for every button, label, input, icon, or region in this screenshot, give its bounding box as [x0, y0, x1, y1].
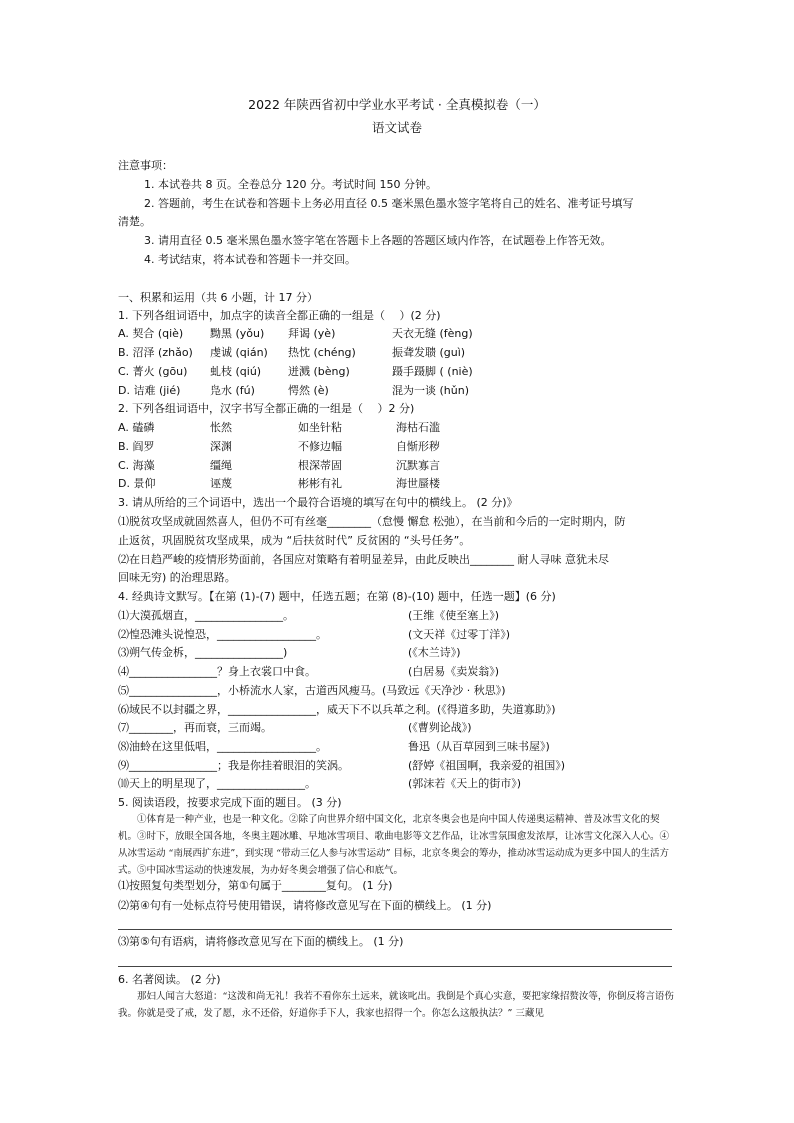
exam-title: 2022 年陕西省初中学业水平考试 · 全真模拟卷（一）: [248, 97, 546, 112]
q5-sub3: ⑶第⑤句有语病，请将修改意见写在下面的横线上。 (1 分): [118, 935, 404, 948]
q1-option-b: B. 沼泽 (zhǎo) 虔诚 (qián) 热忱 (chéng) 振聋发聩 (guì): [118, 346, 466, 359]
notice-heading: 注意事项：: [118, 159, 173, 172]
q2-option-c: C. 海藻 缰绳 根深蒂固 沉默寡言: [118, 459, 440, 472]
q3-part1-line2: 止返贫，巩固脱贫攻坚成果，成为 “后扶贫时代” 反贫困的 “头号任务”。: [118, 534, 471, 547]
q5-answer-line-1: [118, 929, 672, 930]
q4-line-10: ⑽天上的明星现了，________________。 (郭沫若《天上的街市》): [118, 777, 522, 790]
notice-item-1: 1. 本试卷共 8 页。全卷总分 120 分。考试时间 150 分钟。: [144, 178, 437, 191]
q4-line-9: ⑼________________；我是你挂着眼泪的笑涡。 (舒婷《祖国啊，我亲爱的祖国》): [118, 759, 566, 772]
q4-line-5: ⑸________________，小桥流水人家，古道西风瘦马。(马致远《天净沙 · 秋思》): [118, 684, 506, 697]
exam-subtitle: 语文试卷: [371, 120, 422, 135]
q6-stem: 6. 名著阅读。 (2 分): [118, 973, 221, 986]
q2-stem: 2. 下列各组词语中，汉字书写全都正确的一组是（ ）2 分): [118, 402, 415, 415]
q3-part1-line1: ⑴脱贫攻坚成就固然喜人，但仍不可有丝毫________（怠慢 懈怠 松弛），在当前和今后的一定时期内，防: [118, 515, 626, 528]
notice-item-2-cont: 清楚。: [118, 215, 151, 228]
q5-passage: ①体育是一种产业，也是一种文化。②除了向世界介绍中国文化，北京冬奥会也是向中国人传递奥运精神、普及冰雪文化的契机。③时下，放眼全国各地，冬奥主题冰雕、早地冰雪项目、歌曲电影等文艺作品，让冰雪氛围愈发浓厚，让冰雪文化深入人心。④从冰雪运动 “南展西扩东进”，到实现 “带动三亿人参与冰雪运动” 目标，北京冬奥会的筹办，推动冰雪运动成为更多中国人的生活方式。⑤中国冰雪运动的快速发展，为办好冬奥会增强了信心和底气。: [118, 814, 670, 876]
q3-part2-line2: 回味无穷) 的治理思路。: [118, 571, 236, 584]
notice-item-3: 3. 请用直径 0.5 毫米黑色墨水签字笔在答题卡上各题的答题区域内作答，在试题卷上作答无效。: [144, 234, 612, 247]
q5-answer-line-2: [118, 966, 672, 967]
q4-line-2: ⑵惶恐滩头说惶恐，__________________。 (文天祥《过零丁洋》): [118, 628, 511, 641]
q4-line-6: ⑹域民不以封疆之界，________________，威天下不以兵革之利。(《得道多助，失道寡助》): [118, 703, 556, 716]
q4-line-1: ⑴大漠孤烟直，________________。 (王维《使至塞上》): [118, 609, 500, 622]
q1-option-d: D. 诘难 (jié) 凫水 (fú) 愕然 (è) 混为一谈 (hǔn): [118, 384, 469, 397]
q4-line-4: ⑷________________？身上衣裳口中食。 (白居易《卖炭翁》): [118, 665, 500, 678]
q2-option-d: D. 景仰 诬蔑 彬彬有礼 海世蜃楼: [118, 477, 440, 490]
q6-passage: 那妇人闻言大怒道：“这泼和尚无礼！我若不看你东土远来，就该叱出。我倒是个真心实意，要把家缘招赘汝等，你倒反将言语伤我。你就是受了戒，发了愿，永不还俗，好道你手下人，我家也招得一个。你怎么这般执法？” 三藏见: [118, 991, 674, 1019]
q4-line-8: ⑻油蛉在这里低唱，__________________。 鲁迅（从百草园到三味书屋》): [118, 740, 550, 753]
q2-option-a: A. 磕磷 怅然 如坐针粘 海枯石滥: [118, 421, 440, 434]
q5-sub1: ⑴按照复句类型划分，第①句属于________复句。 (1 分): [118, 879, 393, 892]
q3-part2-line1: ⑵在日趋严峻的疫情形势面前，各国应对策略有着明显差异，由此反映出________ 耐人寻味 意犹未尽: [118, 553, 609, 566]
q5-sub2: ⑵第④句有一处标点符号使用错误，请将修改意见写在下面的横线上。 (1 分): [118, 899, 492, 912]
q1-option-c: C. 菁火 (gōu) 虬枝 (qiú) 迸溅 (bèng) 蹑手蹑脚 ( (niè): [118, 365, 473, 378]
notice-item-2: 2. 答题前，考生在试卷和答题卡上务必用直径 0.5 毫米黑色墨水签字笔将自己的姓名、准考证号填写: [144, 197, 634, 210]
q4-line-3: ⑶朔气传金柝，________________) (《木兰诗》): [118, 646, 461, 659]
q2-option-b: B. 阎罗 深渊 不修边幅 自惭形秽: [118, 440, 440, 453]
q3-stem: 3. 请从所给的三个词语中，选出一个最符合语境的填写在句中的横线上。 (2 分)》: [118, 496, 518, 509]
q1-stem: 1. 下列各组词语中，加点字的读音全都正确的一组是（ ）(2 分): [118, 309, 441, 322]
q1-option-a: A. 契合 (qiè) 黝黑 (yǒu) 拜谒 (yè) 天衣无缝 (fèng): [118, 327, 473, 340]
notice-item-4: 4. 考试结束，将本试卷和答题卡一并交回。: [144, 253, 356, 266]
section-heading: 一、积累和运用（共 6 小题，计 17 分）: [118, 291, 318, 304]
q4-stem: 4. 经典诗文默写。【在第 (1)-(7) 题中，任选五题；在第 (8)-(10) 题中，任选一题】(6 分): [118, 590, 556, 603]
q5-stem: 5. 阅读语段，按要求完成下面的题目。 (3 分): [118, 796, 342, 809]
q4-line-7: ⑺________，再而衰，三而竭。 (《曹刿论战》): [118, 721, 472, 734]
